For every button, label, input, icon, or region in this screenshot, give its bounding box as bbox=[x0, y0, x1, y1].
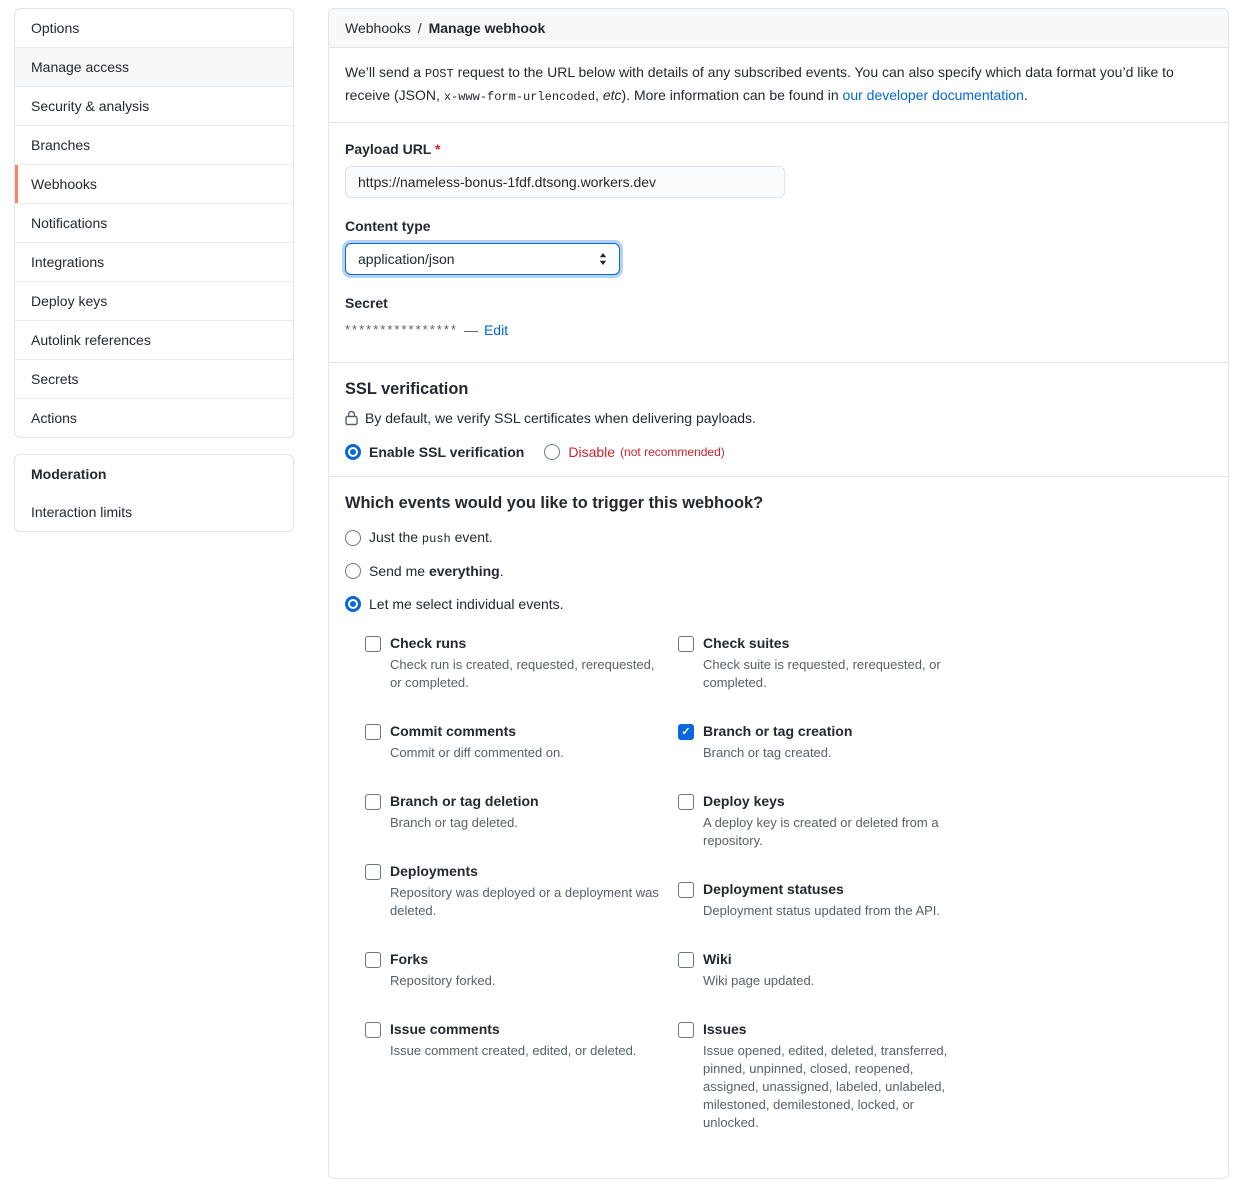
send-everything-radio[interactable] bbox=[345, 563, 361, 579]
event-option-check-suites bbox=[678, 634, 991, 692]
event-title-forks[interactable]: Forks bbox=[390, 951, 429, 967]
push-code: push bbox=[421, 532, 451, 546]
content-type-select[interactable] bbox=[345, 243, 620, 275]
event-title-deployments[interactable]: Deployments bbox=[390, 863, 478, 879]
checkbox-deployment-statuses[interactable] bbox=[678, 882, 694, 898]
event-option-deploy-keys bbox=[678, 792, 991, 850]
secret-label: Secret bbox=[345, 295, 388, 311]
event-description: Check run is created, requested, rerequested, or completed. bbox=[390, 657, 655, 690]
event-title-deploy-keys[interactable]: Deploy keys bbox=[703, 793, 785, 809]
secret-separator: — bbox=[463, 322, 478, 338]
just-push-text: event. bbox=[450, 529, 493, 545]
settings-nav-card bbox=[14, 8, 294, 438]
intro-text: We’ll send a bbox=[345, 64, 425, 80]
event-description: Issue comment created, edited, or deleted. bbox=[390, 1043, 637, 1058]
disable-ssl-note: (not recommended) bbox=[620, 445, 725, 459]
checkbox-deployments[interactable] bbox=[365, 864, 381, 880]
intro-text: ). More information can be found in bbox=[621, 87, 843, 103]
events-column-left bbox=[365, 634, 678, 1162]
intro-text: request to the URL below with details of any subscribed events. You can also specify which data format you’d like to receive (JSON, bbox=[345, 64, 1174, 103]
urlencoded-code: x-www-form-urlencoded bbox=[443, 90, 596, 104]
disable-ssl-label[interactable]: Disable bbox=[568, 444, 616, 460]
webhook-form-section bbox=[329, 123, 1228, 362]
moderation-nav-list bbox=[15, 493, 293, 531]
events-section bbox=[329, 476, 1228, 1178]
settings-sidebar bbox=[14, 8, 294, 548]
enable-ssl-label[interactable]: Enable SSL verification bbox=[369, 444, 525, 460]
checkbox-branch-or-tag-creation[interactable]: ✓ bbox=[678, 724, 694, 740]
event-description: Repository forked. bbox=[390, 973, 496, 988]
required-asterisk: * bbox=[435, 141, 441, 157]
lock-icon bbox=[345, 410, 358, 426]
event-description: Branch or tag deleted. bbox=[390, 815, 518, 830]
checkbox-forks[interactable] bbox=[365, 952, 381, 968]
events-column-right bbox=[678, 634, 991, 1162]
event-option-wiki bbox=[678, 950, 991, 990]
breadcrumb-webhooks-link[interactable]: Webhooks bbox=[345, 20, 411, 36]
just-push-label[interactable] bbox=[369, 529, 493, 546]
developer-documentation-link[interactable]: our developer documentation bbox=[842, 87, 1024, 103]
sidebar-item-options[interactable]: Options bbox=[31, 20, 80, 36]
payload-url-label bbox=[345, 139, 1212, 159]
event-title-commit-comments[interactable]: Commit comments bbox=[390, 723, 517, 739]
event-title-check-suites[interactable]: Check suites bbox=[703, 635, 790, 651]
just-push-radio[interactable] bbox=[345, 530, 361, 546]
event-option-commit-comments bbox=[365, 722, 678, 762]
sidebar-item-integrations[interactable]: Integrations bbox=[15, 242, 293, 281]
content-type-selected-value: application/json bbox=[358, 251, 455, 267]
checkbox-check-runs[interactable] bbox=[365, 636, 381, 652]
sidebar-item-notifications[interactable]: Notifications bbox=[15, 203, 293, 242]
event-title-check-runs[interactable]: Check runs bbox=[390, 635, 467, 651]
event-title-wiki[interactable]: Wiki bbox=[703, 951, 732, 967]
event-option-issue-comments bbox=[365, 1020, 678, 1060]
ssl-section-heading: SSL verification bbox=[345, 380, 469, 398]
checkbox-issue-comments[interactable] bbox=[365, 1022, 381, 1038]
webhook-intro-text bbox=[329, 48, 1228, 123]
settings-nav-list bbox=[15, 9, 293, 437]
event-option-check-runs bbox=[365, 634, 678, 692]
event-title-deployment-statuses[interactable]: Deployment statuses bbox=[703, 881, 844, 897]
event-option-issues bbox=[678, 1020, 991, 1132]
content-type-label: Content type bbox=[345, 218, 431, 234]
event-title-issue-comments[interactable]: Issue comments bbox=[390, 1021, 500, 1037]
event-title-issues[interactable]: Issues bbox=[703, 1021, 747, 1037]
event-option-branch-or-tag-creation bbox=[678, 722, 991, 762]
everything-bold-text: everything bbox=[428, 563, 500, 579]
individual-events-label[interactable]: Let me select individual events. bbox=[369, 596, 564, 612]
manage-webhook-panel bbox=[328, 8, 1229, 1179]
event-option-branch-or-tag-deletion bbox=[365, 792, 678, 832]
sidebar-item-manage-access[interactable]: Manage access bbox=[15, 47, 293, 86]
up-down-caret-icon bbox=[599, 253, 607, 265]
checkbox-wiki[interactable] bbox=[678, 952, 694, 968]
sidebar-item-deploy-keys[interactable]: Deploy keys bbox=[15, 281, 293, 320]
event-description: Branch or tag created. bbox=[703, 745, 832, 760]
event-description: Wiki page updated. bbox=[703, 973, 815, 988]
event-description: Issue opened, edited, deleted, transferred, pinned, unpinned, closed, reopened, assigned, unassigned, labeled, unlabeled, milestoned, demilestoned, locked, or unlocked. bbox=[703, 1043, 948, 1130]
send-everything-label[interactable] bbox=[369, 563, 504, 579]
moderation-nav-card bbox=[14, 454, 294, 532]
payload-url-input[interactable] bbox=[345, 166, 785, 198]
event-description: Deployment status updated from the API. bbox=[703, 903, 941, 918]
event-option-deployments bbox=[365, 862, 678, 920]
disable-ssl-radio[interactable] bbox=[544, 444, 560, 460]
secret-edit-link[interactable]: Edit bbox=[483, 322, 509, 338]
post-code: POST bbox=[424, 67, 454, 81]
event-title-branch-or-tag-creation[interactable]: Branch or tag creation bbox=[703, 723, 853, 739]
enable-ssl-radio[interactable] bbox=[345, 444, 361, 460]
sidebar-item-security-analysis[interactable]: Security & analysis bbox=[15, 86, 293, 125]
checkbox-check-suites[interactable] bbox=[678, 636, 694, 652]
individual-events-radio[interactable] bbox=[345, 596, 361, 612]
etc-text: etc bbox=[602, 87, 622, 103]
event-description: Commit or diff commented on. bbox=[390, 745, 564, 760]
sidebar-item-actions[interactable]: Actions bbox=[15, 398, 293, 437]
intro-text: . bbox=[1023, 87, 1028, 103]
event-option-deployment-statuses bbox=[678, 880, 991, 920]
ssl-description: By default, we verify SSL certificates when delivering payloads. bbox=[365, 410, 756, 426]
events-question: Which events would you like to trigger this webhook? bbox=[345, 494, 764, 512]
event-description: A deploy key is created or deleted from a repository. bbox=[703, 815, 939, 848]
event-title-branch-or-tag-deletion[interactable]: Branch or tag deletion bbox=[390, 793, 539, 809]
page-title: Manage webhook bbox=[428, 20, 546, 36]
event-description: Repository was deployed or a deployment was deleted. bbox=[390, 885, 659, 918]
send-everything-text: Send me bbox=[369, 563, 429, 579]
checkbox-commit-comments[interactable] bbox=[365, 724, 381, 740]
ssl-verification-section bbox=[329, 362, 1228, 476]
checkbox-branch-or-tag-deletion[interactable] bbox=[365, 794, 381, 810]
secret-masked-value: **************** bbox=[345, 322, 458, 337]
sidebar-item-webhooks[interactable]: Webhooks bbox=[15, 164, 293, 203]
sidebar-item-branches[interactable]: Branches bbox=[15, 125, 293, 164]
intro-text: , bbox=[595, 87, 603, 103]
sidebar-item-secrets[interactable]: Secrets bbox=[15, 359, 293, 398]
breadcrumb bbox=[329, 9, 1228, 48]
checkbox-issues[interactable] bbox=[678, 1022, 694, 1038]
just-push-text: Just the bbox=[369, 529, 422, 545]
event-option-forks bbox=[365, 950, 678, 990]
breadcrumb-separator: / bbox=[417, 20, 422, 36]
send-everything-text: . bbox=[499, 563, 504, 579]
events-checkbox-grid bbox=[345, 626, 1212, 1162]
checkbox-deploy-keys[interactable] bbox=[678, 794, 694, 810]
payload-url-label-text: Payload URL bbox=[345, 141, 432, 157]
sidebar-item-autolink-references[interactable]: Autolink references bbox=[15, 320, 293, 359]
moderation-section-header: Moderation bbox=[31, 466, 107, 482]
sidebar-item-interaction-limits[interactable]: Interaction limits bbox=[31, 504, 133, 520]
event-description: Check suite is requested, rerequested, or completed. bbox=[703, 657, 941, 690]
